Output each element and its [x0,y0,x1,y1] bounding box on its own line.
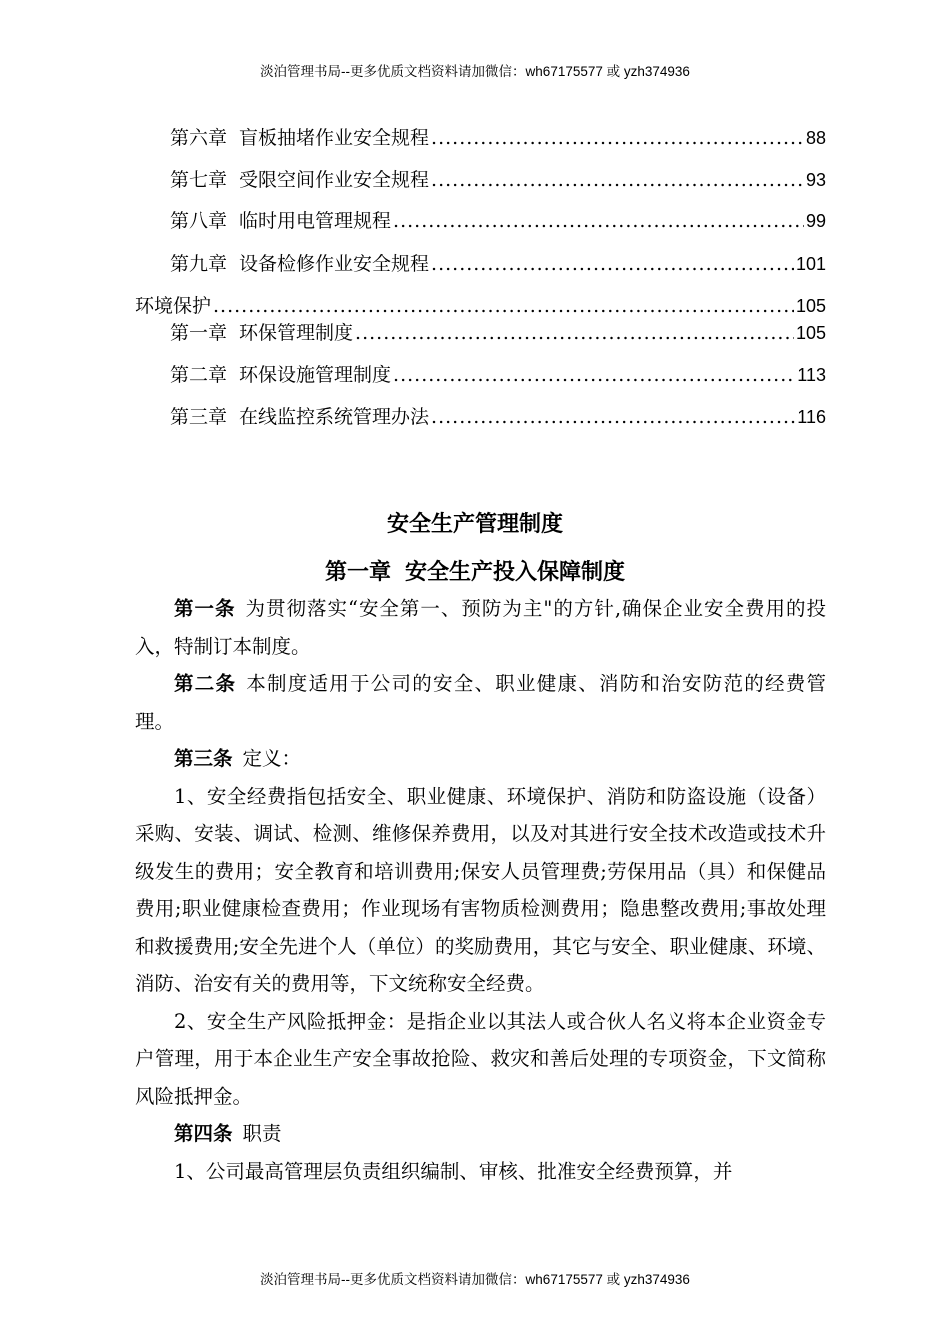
article-paragraph [135,1115,826,1153]
article-text: 本制度适用于公司的安全、职业健康、消防和治安防范的经费管理。 [135,672,826,733]
toc-entry[interactable] [170,405,826,429]
toc-page-number: 101 [795,254,826,274]
article-paragraph [135,740,826,778]
toc-page-number: 93 [805,170,826,190]
toc-chapter-number: 第六章 [170,127,228,149]
toc-entry[interactable] [170,209,826,233]
toc-entry[interactable] [170,252,826,276]
toc-dot-leader [393,209,804,233]
toc-entry-section[interactable] [135,294,826,318]
page-footer: 淡泊管理书局--更多优质文档资料请加微信：wh67175577 或 yzh374936 [260,1272,690,1287]
toc-page-number: 116 [797,407,826,427]
document-title: 安全生产管理制度 [386,511,563,537]
toc-page-number: 105 [795,323,826,343]
toc-entry-title: 盲板抽堵作业安全规程 [239,127,430,149]
item-paragraph [135,1003,826,1116]
chapter-heading [0,555,950,586]
toc-dot-leader [393,363,795,387]
toc-chapter-number: 第八章 [170,210,228,232]
chapter-title: 安全生产投入保障制度 [405,559,626,585]
item-paragraph [135,1153,826,1191]
toc-chapter-number: 第三章 [170,406,228,428]
article-label: 第四条 [174,1122,233,1145]
toc-entry[interactable] [170,321,826,345]
toc-entry[interactable] [170,168,826,192]
toc-entry-title: 临时用电管理规程 [239,210,392,232]
toc-entry-title: 环保设施管理制度 [239,364,392,386]
toc-page-number: 99 [805,211,826,231]
article-label: 第二条 [174,672,237,695]
item-paragraph [135,778,826,1003]
toc-dot-leader [431,405,795,429]
article-paragraph [135,665,826,740]
toc-dot-leader [431,168,804,192]
toc-entry-title: 环境保护 [135,295,212,317]
toc-entry-title: 受限空间作业安全规程 [239,169,430,191]
article-text: 定义： [242,747,302,770]
toc-entry-title: 环保管理制度 [239,322,354,344]
toc-dot-leader [431,126,804,150]
article-label: 第三条 [174,747,233,770]
item-text: 1、安全经费指包括安全、职业健康、环境保护、消防和防盗设施（设备）采购、安装、调试、检测、维修保养费用，以及对其进行安全技术改造或技术升级发生的费用；安全教育和培训费用;保安人员管理费;劳保用品（具）和保健品费用;职业健康检查费用；作业现场有害物质检测费用；隐患整改费用;事故处理和救援费用;安全先进个人（单位）的奖励费用，其它与安全、职业健康、环境、消防、治安有关的费用等，下文统称安全经费。 [135,784,826,995]
article-text: 为贯彻落实“安全第一、预防为主"的方针,确保企业安全费用的投入，特制订本制度。 [135,597,826,658]
toc-chapter-number: 第七章 [170,169,228,191]
article-label: 第一条 [174,597,236,620]
toc-entry-title: 在线监控系统管理办法 [239,406,430,428]
toc-dot-leader [431,252,794,276]
chapter-number: 第一章 [324,559,391,585]
toc-chapter-number: 第一章 [170,322,228,344]
article-text: 职责 [242,1122,282,1145]
toc-dot-leader [355,321,794,345]
page-header: 淡泊管理书局--更多优质文档资料请加微信：wh67175577 或 yzh374936 [260,64,690,79]
item-text: 1、公司最高管理层负责组织编制、审核、批准安全经费预算，并 [174,1159,733,1183]
toc-chapter-number: 第二章 [170,364,228,386]
item-text: 2、安全生产风险抵押金：是指企业以其法人或合伙人名义将本企业资金专户管理，用于本企业生产安全事故抢险、救灾和善后处理的专项资金，下文简称风险抵押金。 [135,1009,826,1108]
toc-dot-leader [213,294,794,318]
toc-page-number: 105 [795,296,826,316]
document-body [135,590,826,1190]
toc-page-number: 113 [797,365,826,385]
toc-chapter-number: 第九章 [170,253,228,275]
toc-entry[interactable] [170,126,826,150]
toc-entry-title: 设备检修作业安全规程 [239,253,430,275]
toc-entry[interactable] [170,363,826,387]
article-paragraph [135,590,826,665]
toc-page-number: 88 [805,128,826,148]
